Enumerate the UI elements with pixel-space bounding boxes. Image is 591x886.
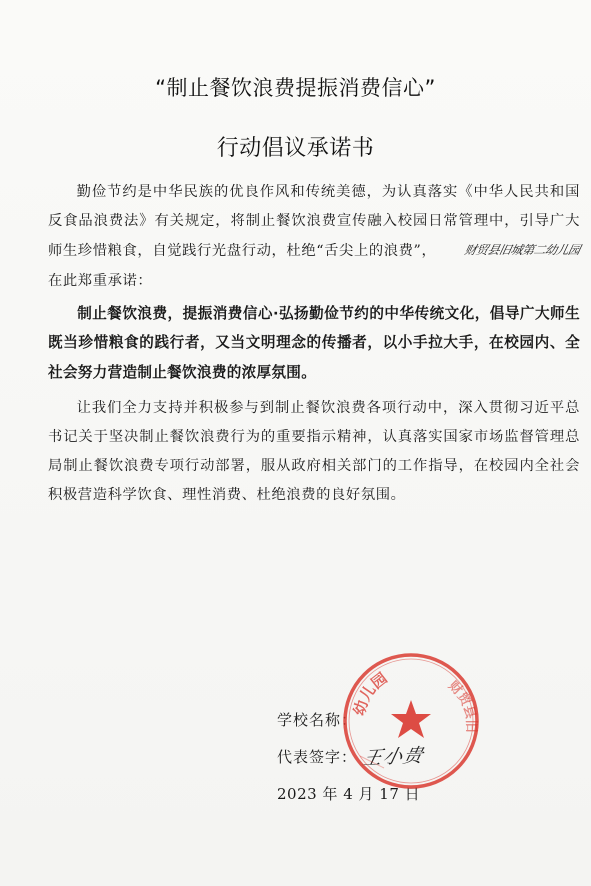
seal-text-top: 幼儿园 bbox=[350, 669, 391, 718]
seal-star-icon bbox=[391, 700, 431, 738]
school-name-label: 学校名称： bbox=[277, 711, 358, 729]
representative-label: 代表签字： bbox=[277, 748, 358, 766]
signing-date: 2023 年 4 月 17 日 bbox=[277, 785, 421, 803]
paragraph-intro-end: 在此郑重承诺： bbox=[48, 272, 153, 289]
document-title: “制止餐饮浪费提振消费信心” bbox=[155, 76, 436, 100]
handwritten-school-name: 财贸县旧城第二幼儿园 bbox=[463, 243, 582, 258]
paragraph-action: 让我们全力支持并积极参与到制止餐饮浪费各项行动中，深入贯彻习近平总书记关于坚决制止餐饮浪费行为的重要指示精神，认真落实国家市场监督管理总局制止餐饮浪费专项行动部署，服从政府相关部门的工作指导，在校园内全社会积极营造科学饮食、理性消费、杜绝浪费的良好氛围。 bbox=[48, 399, 580, 504]
paragraph-intro bbox=[48, 178, 580, 296]
paragraph-intro-text: 勤俭节约是中华民族的优良作风和传统美德，为认真落实《中华人民共和国反食品浪费法》有关规定，将制止餐饮浪费宣传融入校园日常管理中，引导广大师生珍惜粮食，自觉践行光盘行动，杜绝“舌尖上的浪费”， bbox=[48, 184, 580, 260]
representative-signature: 王小贵 bbox=[360, 744, 426, 770]
document-subtitle: 行动倡议承诺书 bbox=[216, 136, 375, 161]
seal-text-right: 财贸县旧 bbox=[445, 678, 479, 733]
official-seal-icon bbox=[340, 650, 482, 792]
document-body bbox=[48, 178, 580, 510]
paragraph-commitment: 制止餐饮浪费，提振消费信心·弘扬勤俭节约的中华传统文化，倡导广大师生既当珍惜粮食的践行者，又当文明理念的传播者，以小手拉大手，在校园内、全社会努力营造制止餐饮浪费的浓厚氛围。 bbox=[48, 304, 580, 381]
